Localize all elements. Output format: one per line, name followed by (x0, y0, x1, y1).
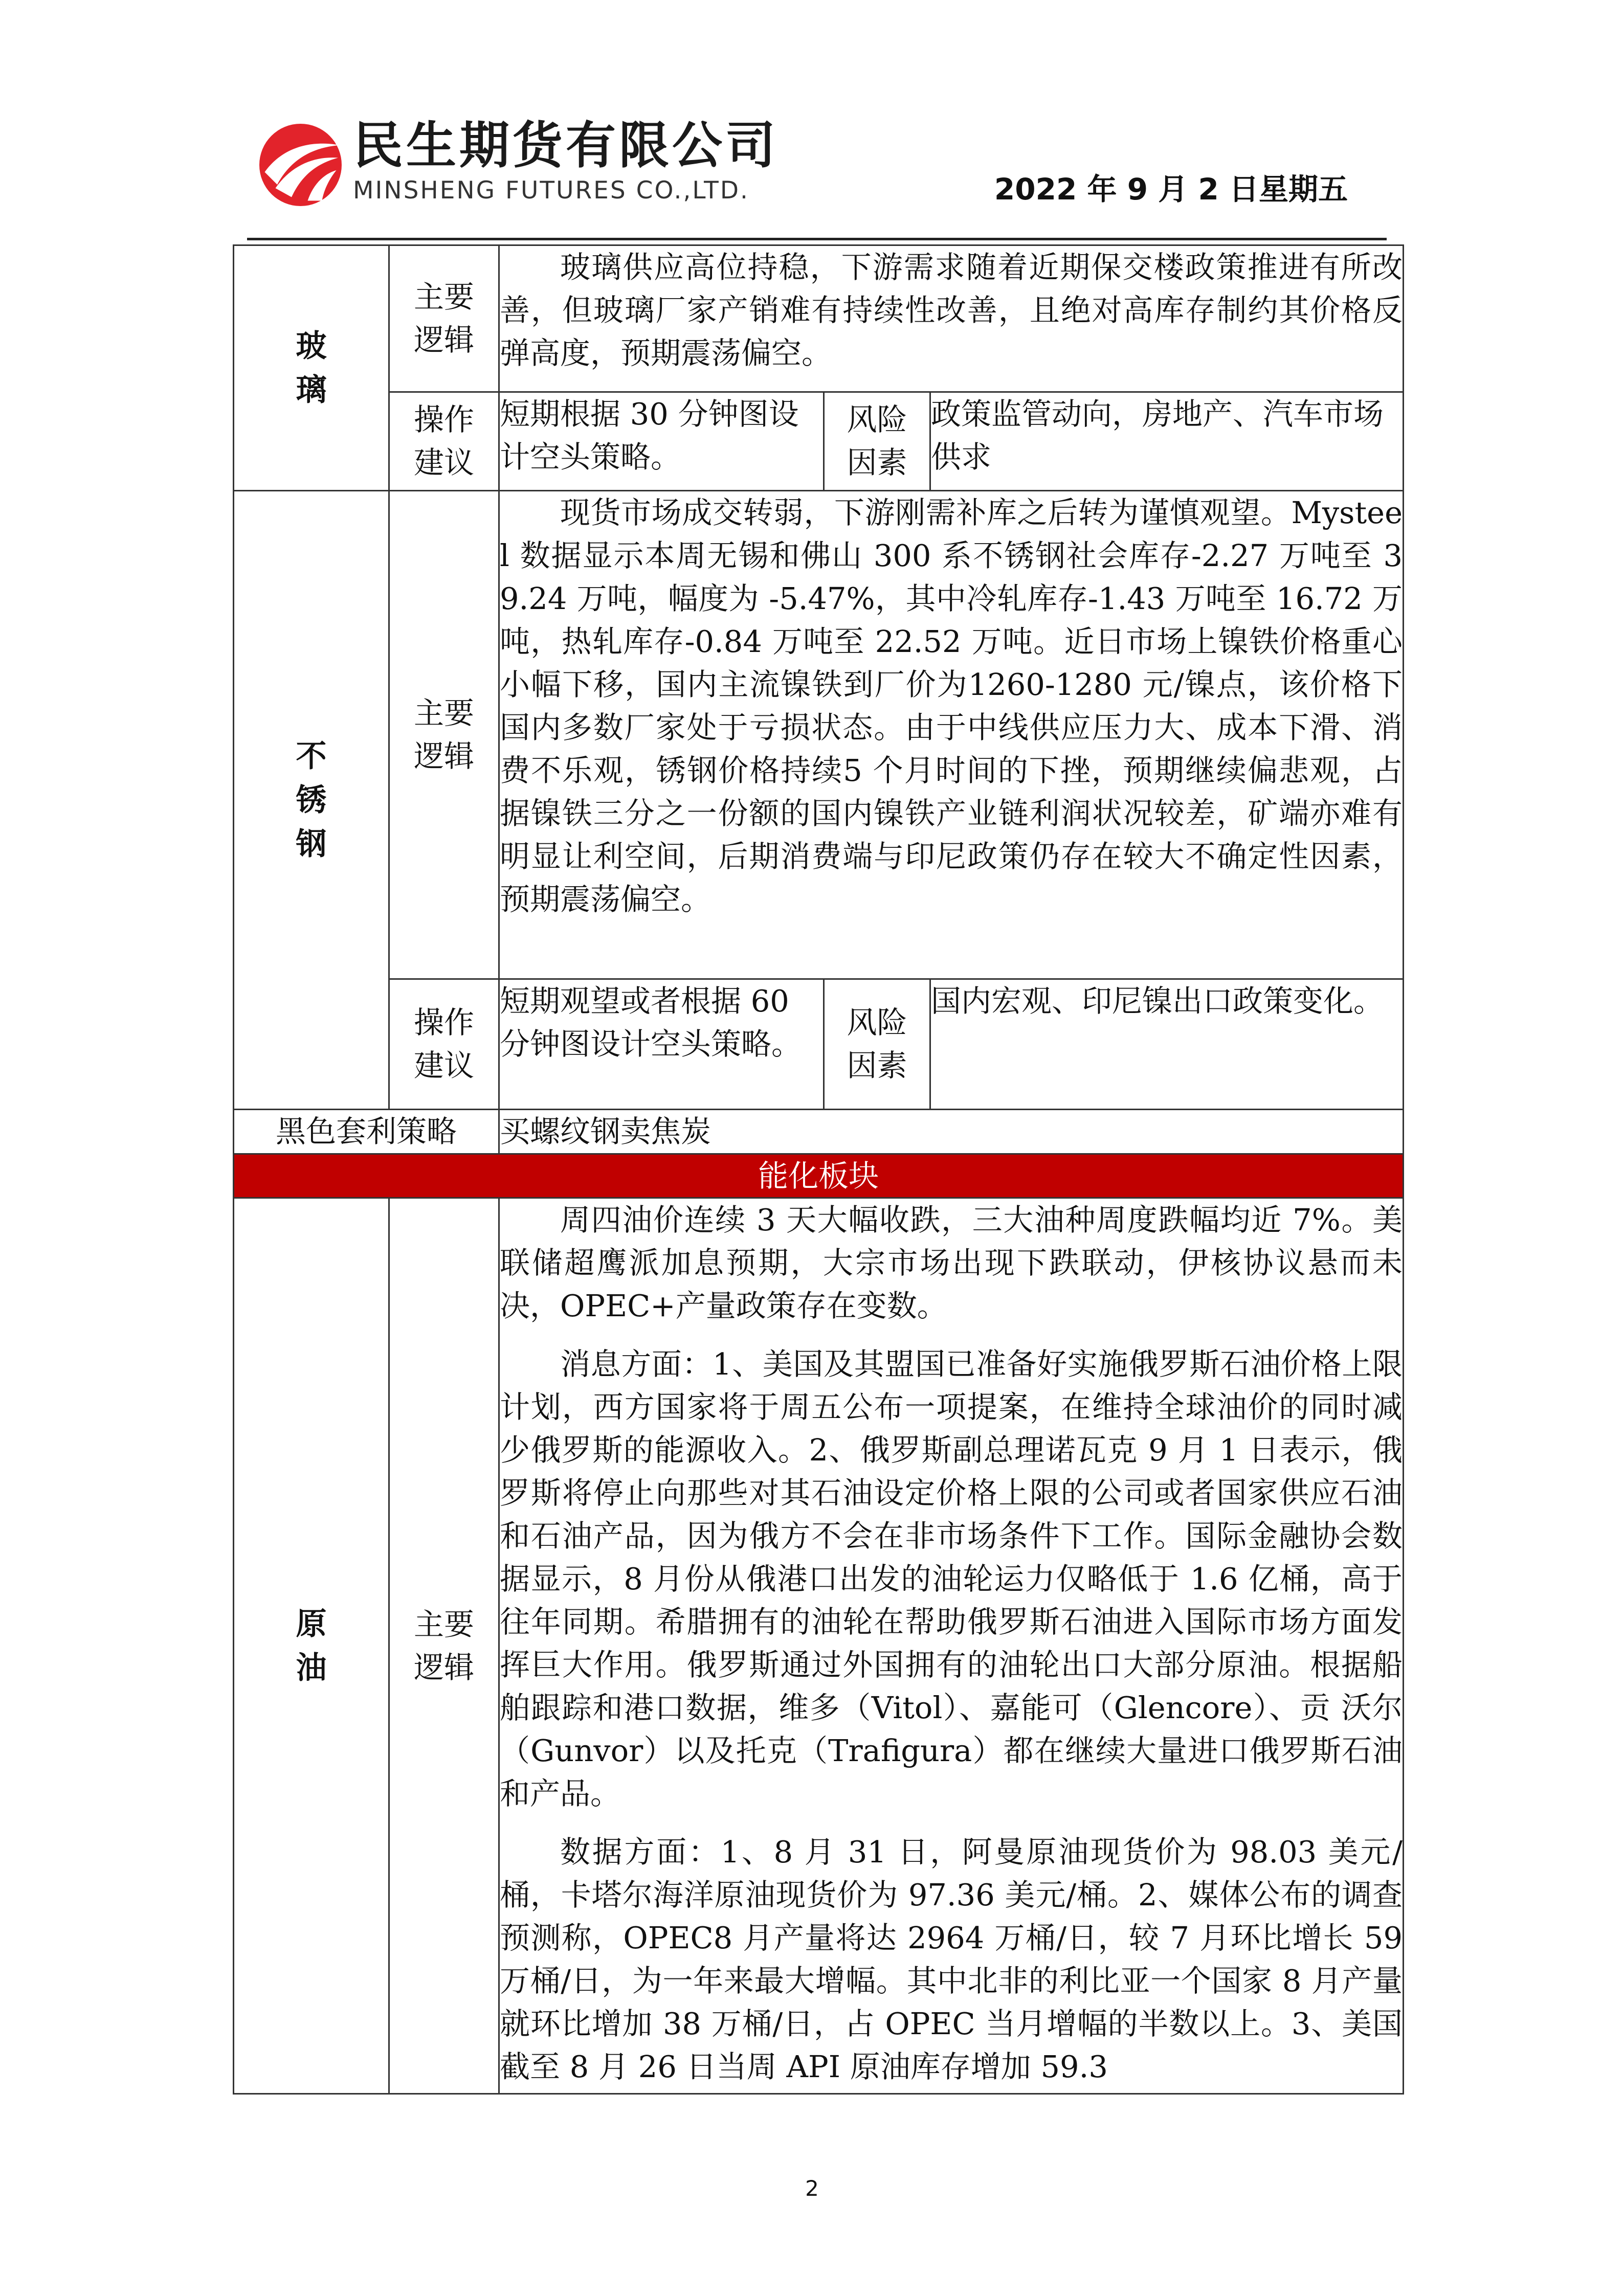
stainless-risk-text: 国内宏观、印尼镍出口政策变化。 (930, 979, 1404, 1110)
stainless-operation-label (389, 979, 499, 1110)
black-arb-value: 买螺纹钢卖焦炭 (499, 1110, 1404, 1154)
crude-paragraph-data: 数据方面：1、8 月 31 日，阿曼原油现货价为 98.03 美元/桶，卡塔尔海洋原油现货价为 97.36 美元/桶。2、媒体公布的调查预测称，OPEC8 月产量将达 2964 万桶/日，较 7 月环比增长 59 万桶/日，为一年来最大增幅。其中北非的利比亚一个国家 8 月产量就环比增加 38 万桶/日，占 OPEC 当月增幅的半数以上。3、美国截至 8 月 26 日当周 API 原油库存增加 59.3 (500, 1834, 1403, 2084)
product-crude-label: 原油 (296, 1606, 327, 1686)
glass-operation-text: 短期根据 30 分钟图设计空头策略。 (499, 392, 824, 491)
stainless-logic-text (499, 491, 1404, 979)
company-logo (256, 115, 779, 217)
crude-logic-text (499, 1198, 1404, 2094)
label-text: 主要逻辑 (413, 695, 474, 774)
stainless-logic-label (389, 491, 499, 979)
glass-operation-label (389, 392, 499, 491)
glass-logic-row (234, 245, 1404, 392)
section-header-row (234, 1154, 1404, 1198)
stainless-operation-row (234, 979, 1404, 1110)
stainless-logic-row (234, 491, 1404, 979)
stainless-risk-label (824, 979, 930, 1110)
minsheng-swoosh-logo-icon (256, 120, 345, 210)
stainless-operation-text: 短期观望或者根据 60 分钟图设计空头策略。 (499, 979, 824, 1110)
product-stainless (234, 491, 389, 1110)
header-divider (247, 238, 1387, 240)
report-date: 2022 年 9 月 2 日星期五 (994, 172, 1348, 207)
product-glass-label: 玻璃 (296, 328, 327, 408)
glass-risk-label (824, 392, 930, 491)
label-text: 操作建议 (413, 1005, 474, 1083)
page-header (0, 0, 1624, 245)
product-glass (234, 245, 389, 491)
company-name-en: MINSHENG FUTURES CO.,LTD. (353, 176, 749, 205)
company-name-cn: 民生期货有限公司 (353, 117, 779, 175)
glass-logic-paragraph: 玻璃供应高位持稳，下游需求随着近期保交楼政策推进有所改善，但玻璃厂家产销难有持续性改善，且绝对高库存制约其价格反弹高度，预期震荡偏空。 (500, 250, 1403, 371)
label-text: 风险因素 (847, 1005, 907, 1083)
product-crude (234, 1198, 389, 2094)
crude-paragraph-news: 消息方面：1、美国及其盟国已准备好实施俄罗斯石油价格上限计划，西方国家将于周五公布一项提案，在维持全球油价的同时减少俄罗斯的能源收入。2、俄罗斯副总理诺瓦克 9 月 1 日表示，俄罗斯将停止向那些对其石油设定价格上限的公司或者国家供应石油和石油产品，因为俄方不会在非市场条件下工作。国际金融协会数据显示，8 月份从俄港口出发的油轮运力仅略低于 1.6 亿桶，高于往年同期。希腊拥有的油轮在帮助俄罗斯石油进入国际市场方面发挥巨大作用。俄罗斯通过外国拥有的油轮出口大部分原油。根据船舶跟踪和港口数据，维多（Vitol）、嘉能可（Glencore）、贡 沃尔（Gunvor）以及托克（Trafigura）都在继续大量进口俄罗斯石油 和产品。 (500, 1346, 1403, 1811)
product-stainless-label: 不锈钢 (296, 738, 327, 862)
label-text: 主要逻辑 (413, 279, 474, 357)
stainless-logic-paragraph: 现货市场成交转弱，下游刚需补库之后转为谨慎观望。Mysteel 数据显示本周无锡和佛山 300 系不锈钢社会库存-2.27 万吨至 39.24 万吨，幅度为 -5.47%，其中冷轧库存-1.43 万吨至 16.72 万吨，热轧库存-0.84 万吨至 22.52 万吨。近日市场上镍铁价格重心小幅下移，国内主流镍铁到厂价为1260-1280 元/镍点，该价格下国内多数厂家处于亏损状态。由于中线供应压力大、成本下滑、消费不乐观，锈钢价格持续5 个月时间的下挫，预期继续偏悲观，占据镍铁三分之一份额的国内镍铁产业链利润状况较差，矿端亦难有明显让利空间，后期消费端与印尼政策仍存在较大不确定性因素，预期震荡偏空。 (500, 495, 1403, 917)
glass-logic-label (389, 245, 499, 392)
crude-paragraph-overview: 周四油价连续 3 天大幅收跌，三大油种周度跌幅均近 7%。美联储超鹰派加息预期，大宗市场出现下跌联动，伊核协议悬而未决，OPEC+产量政策存在变数。 (500, 1202, 1403, 1323)
label-text: 风险因素 (847, 402, 907, 480)
black-arb-label: 黑色套利策略 (234, 1110, 499, 1154)
crude-logic-label (389, 1198, 499, 2094)
page-number: 2 (805, 2176, 819, 2201)
glass-logic-text (499, 245, 1404, 392)
glass-risk-text: 政策监管动向，房地产、汽车市场供求 (930, 392, 1404, 491)
strategy-table (233, 244, 1404, 2095)
glass-operation-row (234, 392, 1404, 491)
crude-logic-row (234, 1198, 1404, 2094)
section-energy-chemical: 能化板块 (234, 1154, 1404, 1198)
label-text: 操作建议 (413, 402, 474, 480)
label-text: 主要逻辑 (413, 1606, 474, 1685)
black-arb-row (234, 1110, 1404, 1154)
